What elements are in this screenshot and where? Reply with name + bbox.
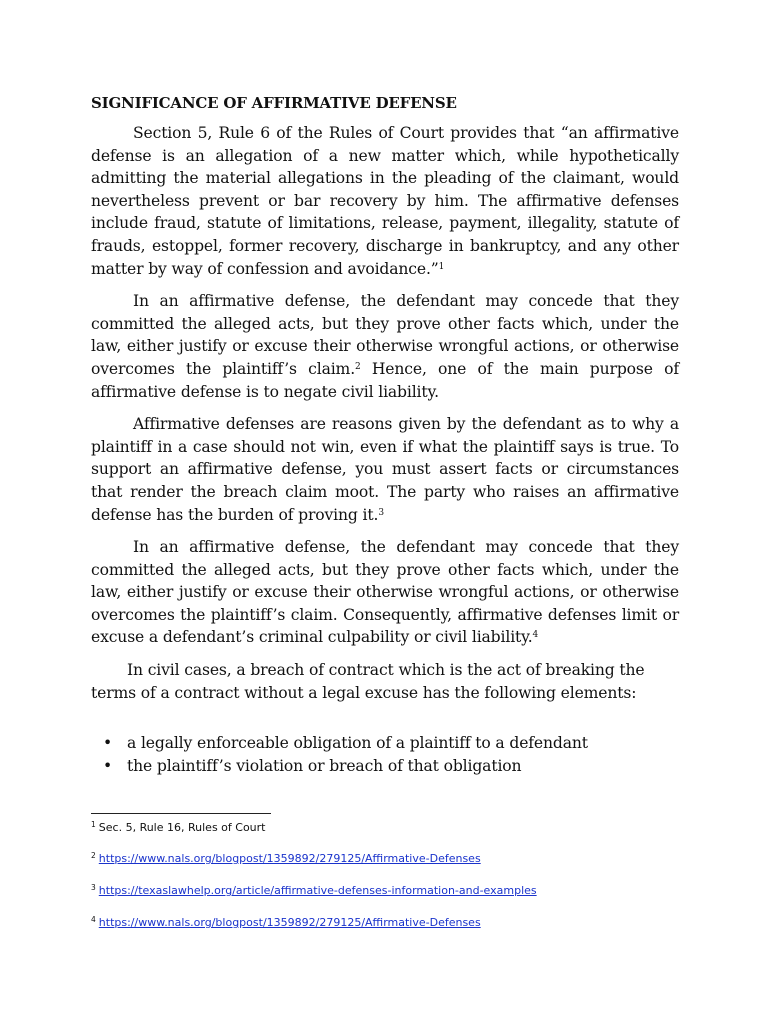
paragraph-4-text: In an affirmative defense, the defendant may concede that they committed the alleged acts, but they prove other facts which, under the law, either justify or excuse their otherwise wrongful actions, or otherwise overcomes the plaintiff’s claim. Consequently, affirmative defenses limit or excuse a defendant’s criminal culpability or civil liability. xyxy=(91,538,679,647)
document-heading: SIGNIFICANCE OF AFFIRMATIVE DEFENSE xyxy=(91,94,457,112)
paragraph-3-text: Affirmative defenses are reasons given by the defendant as to why a plaintiff in a case should not win, even if what the plaintiff says is true. To support an affirmative defense, you must assert facts or circumstances that render the breach claim moot. The party who raises an affirmative defense has the burden of proving it. xyxy=(91,415,679,524)
paragraph-5-text: In civil cases, a breach of contract which is the act of breaking the terms of a contract without a legal excuse has the following elements: xyxy=(91,661,645,702)
paragraph-4 xyxy=(91,536,679,649)
paragraph-3 xyxy=(91,413,679,526)
footnote-number: 2 xyxy=(91,851,96,860)
footnote-link[interactable]: https://texaslawhelp.org/article/affirmative-defenses-information-and-examples xyxy=(98,884,537,897)
paragraph-5 xyxy=(91,659,679,704)
footnote-separator xyxy=(91,813,271,814)
footnote-2 xyxy=(91,851,481,867)
list-item xyxy=(91,755,679,778)
footnote-ref-4: 4 xyxy=(532,630,539,641)
bullet-icon: • xyxy=(103,734,113,753)
footnote-ref-3: 3 xyxy=(378,507,384,518)
footnote-1 xyxy=(91,820,265,836)
list-item-text: the plaintiff’s violation or breach of that obligation xyxy=(127,756,522,775)
footnote-link[interactable]: https://www.nals.org/blogpost/1359892/279125/Affirmative-Defenses xyxy=(98,852,481,865)
footnote-3 xyxy=(91,883,537,899)
paragraph-1-text: Section 5, Rule 6 of the Rules of Court provides that “an affirmative defense is an allegation of a new matter which, while hypothetically admitting the material allegations in the pleading of the claimant, would nevertheless prevent or bar recovery by him. The affirmative defenses include fraud, statute of limitations, release, payment, illegality, statute of frauds, estoppel, former recovery, discharge in bankruptcy, and any other matter by way of confession and avoidance.” xyxy=(91,124,679,278)
footnote-ref-2: 2 xyxy=(355,361,361,372)
paragraph-1 xyxy=(91,122,679,280)
elements-list xyxy=(91,732,679,777)
footnote-number: 3 xyxy=(91,883,96,892)
paragraph-2 xyxy=(91,290,679,403)
footnote-ref-1: 1 xyxy=(438,261,445,272)
footnote-link[interactable]: https://www.nals.org/blogpost/1359892/279125/Affirmative-Defenses xyxy=(98,916,481,929)
footnote-number: 4 xyxy=(91,915,96,924)
paragraph-2-text-after: Hence, one of the main purpose of affirmative defense is to negate civil liability. xyxy=(91,359,679,401)
document-body xyxy=(91,92,679,777)
footnote-text: Sec. 5, Rule 16, Rules of Court xyxy=(98,821,266,834)
list-item xyxy=(91,732,679,755)
bullet-icon: • xyxy=(103,756,113,775)
footnote-4 xyxy=(91,915,481,931)
list-item-text: a legally enforceable obligation of a plaintiff to a defendant xyxy=(127,734,588,753)
paragraph-2-text: In an affirmative defense, the defendant may concede that they committed the alleged acts, but they prove other facts which, under the law, either justify or excuse their otherwise wrongful actions, or otherwise overcomes the plaintiff’s claim. xyxy=(91,292,679,378)
footnote-number: 1 xyxy=(91,820,96,829)
